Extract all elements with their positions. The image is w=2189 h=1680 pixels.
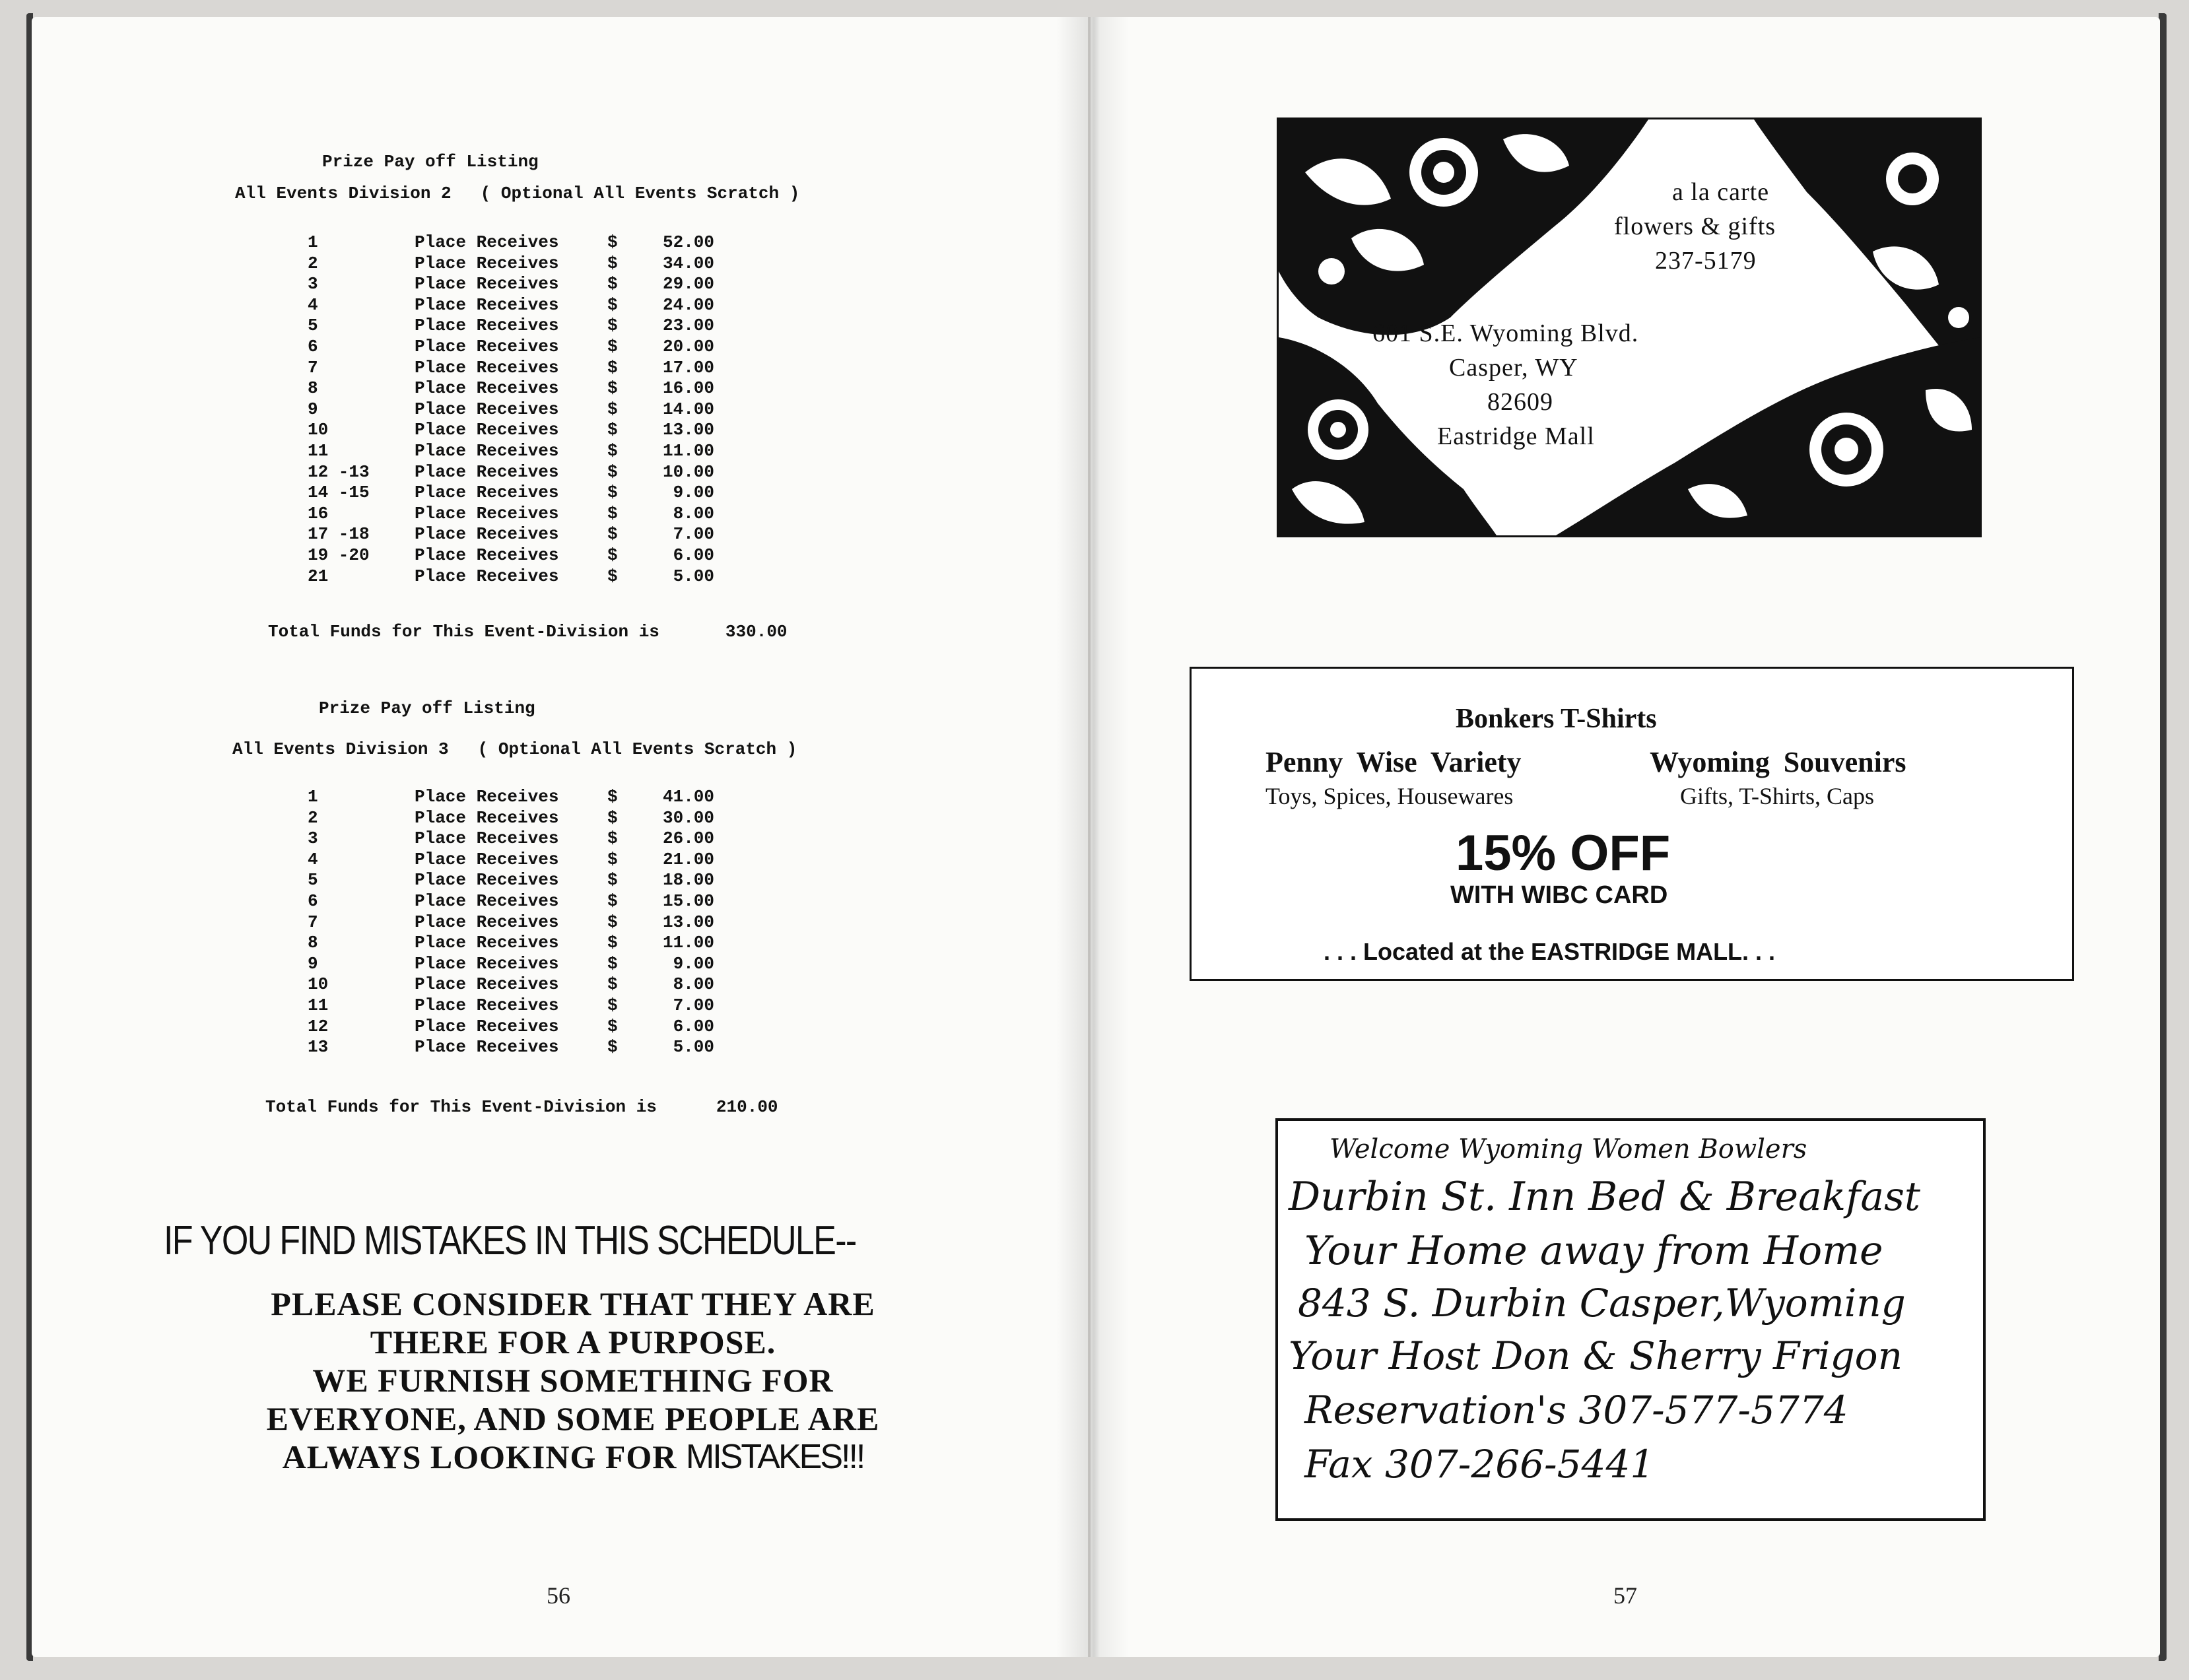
prize-row xyxy=(308,850,714,871)
prize-amount: 9.00 xyxy=(673,953,714,974)
prize-label: Place Receives xyxy=(415,995,559,1015)
prize-amount: 24.00 xyxy=(662,294,714,315)
prize-dollar-sign: $ xyxy=(607,524,618,545)
prize-amount: 21.00 xyxy=(662,849,714,869)
prize-row xyxy=(308,441,714,462)
prize-place: 10 xyxy=(308,974,329,995)
prize-place: 1 xyxy=(308,232,318,252)
prize-label: Place Receives xyxy=(415,974,559,995)
prize-row xyxy=(308,828,714,850)
prize-label: Place Receives xyxy=(415,316,559,336)
prize-row xyxy=(308,420,714,441)
prize-amount: 10.00 xyxy=(662,461,714,482)
notice-line: WE FURNISH SOMETHING FOR xyxy=(312,1362,834,1399)
prize-place: 14 -15 xyxy=(308,483,370,503)
prize-amount: 14.00 xyxy=(662,399,714,419)
list2-total-label: Total Funds for This Event-Division is xyxy=(265,1097,657,1117)
notice-line: PLEASE CONSIDER THAT THEY ARE xyxy=(271,1285,875,1322)
durbin-address: 843 S. Durbin Casper,Wyoming xyxy=(1298,1281,1906,1326)
list1-title: Prize Pay off Listing xyxy=(322,152,539,172)
prize-amount: 23.00 xyxy=(662,316,714,336)
flowers-name-line1: a la carte xyxy=(1672,178,1770,206)
prize-dollar-sign: $ xyxy=(607,1016,618,1036)
prize-label: Place Receives xyxy=(415,524,559,545)
prize-dollar-sign: $ xyxy=(607,336,618,356)
prize-place: 19 -20 xyxy=(308,545,370,565)
list1-rows xyxy=(308,232,714,587)
prize-amount: 26.00 xyxy=(662,828,714,849)
prize-amount: 13.00 xyxy=(662,912,714,932)
prize-place: 7 xyxy=(308,912,318,932)
prize-dollar-sign: $ xyxy=(607,953,618,974)
penny-wise-items: Toys, Spices, Housewares xyxy=(1265,783,1514,809)
prize-place: 9 xyxy=(308,399,318,419)
prize-amount: 5.00 xyxy=(673,566,714,586)
prize-dollar-sign: $ xyxy=(607,828,618,849)
list1-division xyxy=(235,184,799,203)
prize-label: Place Receives xyxy=(415,933,559,953)
prize-label: Place Receives xyxy=(415,1037,559,1058)
prize-row xyxy=(308,808,714,829)
prize-label: Place Receives xyxy=(415,566,559,586)
prize-place: 2 xyxy=(308,807,318,828)
prize-label: Place Receives xyxy=(415,483,559,503)
prize-dollar-sign: $ xyxy=(607,274,618,294)
prize-dollar-sign: $ xyxy=(607,357,618,378)
prize-place: 10 xyxy=(308,420,329,440)
list1-total-amount: 330.00 xyxy=(725,622,788,642)
wyoming-souvenirs-title: Wyoming Souvenirs xyxy=(1650,746,1906,778)
list2-division-label: All Events Division 3 xyxy=(232,739,449,759)
prize-label: Place Receives xyxy=(415,232,559,252)
prize-amount: 29.00 xyxy=(662,274,714,294)
prize-label: Place Receives xyxy=(415,378,559,399)
prize-amount: 15.00 xyxy=(662,890,714,911)
prize-amount: 52.00 xyxy=(662,232,714,252)
prize-place: 17 -18 xyxy=(308,524,370,545)
prize-label: Place Receives xyxy=(415,870,559,890)
flowers-zip: 82609 xyxy=(1487,388,1553,416)
list1-note: ( Optional All Events Scratch ) xyxy=(480,184,800,203)
prize-label: Place Receives xyxy=(415,828,559,849)
prize-amount: 7.00 xyxy=(673,524,714,545)
prize-amount: 8.00 xyxy=(673,974,714,995)
left-page xyxy=(32,17,1088,1657)
prize-place: 4 xyxy=(308,294,318,315)
prize-amount: 30.00 xyxy=(662,807,714,828)
list2-title: Prize Pay off Listing xyxy=(319,698,535,718)
penny-wise-title: Penny Wise Variety xyxy=(1265,746,1522,778)
prize-place: 2 xyxy=(308,253,318,273)
prize-amount: 18.00 xyxy=(662,870,714,890)
prize-label: Place Receives xyxy=(415,440,559,461)
prize-row xyxy=(308,504,714,525)
prize-label: Place Receives xyxy=(415,294,559,315)
prize-row xyxy=(308,974,714,995)
prize-label: Place Receives xyxy=(415,807,559,828)
prize-row xyxy=(308,232,714,253)
discount-note: WITH WIBC CARD xyxy=(1450,881,1668,909)
prize-dollar-sign: $ xyxy=(607,545,618,565)
prize-dollar-sign: $ xyxy=(607,890,618,911)
prize-place: 16 xyxy=(308,503,329,523)
prize-amount: 11.00 xyxy=(662,440,714,461)
discount-headline: 15% OFF xyxy=(1456,825,1671,881)
durbin-fax: Fax 307-266-5441 xyxy=(1304,1442,1655,1487)
prize-label: Place Receives xyxy=(415,461,559,482)
prize-row xyxy=(308,995,714,1017)
list1-total-label: Total Funds for This Event-Division is xyxy=(268,622,659,642)
durbin-inn-ad xyxy=(1275,1118,1986,1521)
durbin-hosts: Your Host Don & Sherry Frigon xyxy=(1289,1333,1903,1378)
prize-place: 5 xyxy=(308,316,318,336)
flowers-address2: Casper, WY xyxy=(1449,354,1578,382)
prize-place: 8 xyxy=(308,378,318,399)
list2-total-amount: 210.00 xyxy=(716,1097,778,1117)
prize-dollar-sign: $ xyxy=(607,787,618,807)
bonkers-location: . . . Located at the EASTRIDGE MALL. . . xyxy=(1324,938,1776,965)
notice-line-last xyxy=(131,1438,1015,1476)
prize-dollar-sign: $ xyxy=(607,933,618,953)
prize-amount: 8.00 xyxy=(673,503,714,523)
prize-place: 6 xyxy=(308,336,318,356)
prize-row xyxy=(308,253,714,275)
prize-place: 5 xyxy=(308,870,318,890)
prize-place: 11 xyxy=(308,995,329,1015)
prize-amount: 11.00 xyxy=(662,933,714,953)
flowers-location: Eastridge Mall xyxy=(1437,422,1595,450)
prize-label: Place Receives xyxy=(415,787,559,807)
prize-dollar-sign: $ xyxy=(607,870,618,890)
bonkers-tshirts-ad xyxy=(1190,667,2074,981)
prize-dollar-sign: $ xyxy=(607,461,618,482)
prize-dollar-sign: $ xyxy=(607,316,618,336)
right-page xyxy=(1091,17,2160,1657)
prize-row xyxy=(308,274,714,295)
prize-dollar-sign: $ xyxy=(607,566,618,586)
prize-dollar-sign: $ xyxy=(607,912,618,932)
notice-last-prefix: ALWAYS LOOKING FOR xyxy=(282,1438,677,1475)
prize-dollar-sign: $ xyxy=(607,440,618,461)
prize-row xyxy=(308,787,714,808)
prize-dollar-sign: $ xyxy=(607,378,618,399)
prize-row xyxy=(308,954,714,975)
prize-amount: 16.00 xyxy=(662,378,714,399)
prize-place: 12 xyxy=(308,1016,329,1036)
prize-row xyxy=(308,933,714,954)
prize-label: Place Receives xyxy=(415,545,559,565)
prize-amount: 6.00 xyxy=(673,545,714,565)
list2-total xyxy=(265,1097,778,1117)
bonkers-title: Bonkers T-Shirts xyxy=(1456,704,1657,734)
durbin-welcome: Welcome Wyoming Women Bowlers xyxy=(1330,1134,1807,1164)
prize-dollar-sign: $ xyxy=(607,503,618,523)
prize-place: 6 xyxy=(308,890,318,911)
notice-line: THERE FOR A PURPOSE. xyxy=(370,1324,776,1361)
prize-row xyxy=(308,399,714,420)
prize-label: Place Receives xyxy=(415,953,559,974)
prize-label: Place Receives xyxy=(415,357,559,378)
prize-place: 21 xyxy=(308,566,329,586)
prize-amount: 41.00 xyxy=(662,787,714,807)
prize-amount: 5.00 xyxy=(673,1037,714,1058)
flowers-name-line2: flowers & gifts xyxy=(1614,213,1776,240)
prize-amount: 13.00 xyxy=(662,420,714,440)
list1-total xyxy=(268,622,788,642)
prize-row xyxy=(308,316,714,337)
prize-place: 9 xyxy=(308,953,318,974)
prize-dollar-sign: $ xyxy=(607,1037,618,1058)
prize-row xyxy=(308,524,714,545)
prize-row xyxy=(308,483,714,504)
prize-dollar-sign: $ xyxy=(607,294,618,315)
prize-dollar-sign: $ xyxy=(607,253,618,273)
durbin-inn-name: Durbin St. Inn Bed & Breakfast xyxy=(1289,1174,1921,1220)
notice-handwritten-mistakes: MISTAKES!!! xyxy=(685,1438,864,1476)
page-number-right: 57 xyxy=(1613,1582,1637,1609)
prize-dollar-sign: $ xyxy=(607,849,618,869)
prize-amount: 17.00 xyxy=(662,357,714,378)
prize-row xyxy=(308,545,714,566)
prize-amount: 7.00 xyxy=(673,995,714,1015)
prize-dollar-sign: $ xyxy=(607,420,618,440)
prize-amount: 20.00 xyxy=(662,336,714,356)
flowers-phone: 237-5179 xyxy=(1655,247,1757,275)
prize-label: Place Receives xyxy=(415,1016,559,1036)
list2-division xyxy=(232,739,797,759)
prize-amount: 34.00 xyxy=(662,253,714,273)
prize-label: Place Receives xyxy=(415,503,559,523)
notice-line: EVERYONE, AND SOME PEOPLE ARE xyxy=(266,1400,880,1437)
prize-label: Place Receives xyxy=(415,912,559,932)
list1-division-label: All Events Division 2 xyxy=(235,184,452,203)
prize-amount: 9.00 xyxy=(673,483,714,503)
durbin-reservations: Reservation's 307-577-5774 xyxy=(1304,1388,1848,1432)
prize-row xyxy=(308,462,714,483)
prize-label: Place Receives xyxy=(415,253,559,273)
prize-place: 7 xyxy=(308,357,318,378)
prize-row xyxy=(308,1037,714,1058)
prize-label: Place Receives xyxy=(415,890,559,911)
prize-label: Place Receives xyxy=(415,399,559,419)
prize-place: 3 xyxy=(308,274,318,294)
prize-place: 12 -13 xyxy=(308,461,370,482)
prize-dollar-sign: $ xyxy=(607,974,618,995)
prize-row xyxy=(308,295,714,316)
prize-row xyxy=(308,566,714,588)
prize-place: 11 xyxy=(308,440,329,461)
page-number-left: 56 xyxy=(547,1582,570,1609)
prize-row xyxy=(308,912,714,933)
prize-label: Place Receives xyxy=(415,420,559,440)
flowers-address1: 601 S.E. Wyoming Blvd. xyxy=(1372,319,1639,347)
prize-row xyxy=(308,870,714,891)
prize-place: 3 xyxy=(308,828,318,849)
handwritten-heading: IF YOU FIND MISTAKES IN THIS SCHEDULE-- xyxy=(164,1218,856,1263)
prize-dollar-sign: $ xyxy=(607,483,618,503)
prize-place: 4 xyxy=(308,849,318,869)
prize-row xyxy=(308,1017,714,1038)
durbin-tagline: Your Home away from Home xyxy=(1304,1228,1883,1274)
prize-dollar-sign: $ xyxy=(607,807,618,828)
prize-place: 8 xyxy=(308,933,318,953)
prize-amount: 6.00 xyxy=(673,1016,714,1036)
flowers-gifts-ad xyxy=(1277,118,1982,537)
prize-dollar-sign: $ xyxy=(607,232,618,252)
list2-rows xyxy=(308,787,714,1058)
prize-row xyxy=(308,891,714,912)
prize-label: Place Receives xyxy=(415,336,559,356)
prize-row xyxy=(308,358,714,379)
mistakes-notice xyxy=(131,1285,1015,1476)
list2-note: ( Optional All Events Scratch ) xyxy=(477,739,797,759)
prize-dollar-sign: $ xyxy=(607,995,618,1015)
prize-row xyxy=(308,378,714,399)
wyoming-souvenirs-items: Gifts, T-Shirts, Caps xyxy=(1680,783,1875,809)
prize-label: Place Receives xyxy=(415,849,559,869)
prize-row xyxy=(308,337,714,358)
prize-dollar-sign: $ xyxy=(607,399,618,419)
prize-place: 1 xyxy=(308,787,318,807)
prize-label: Place Receives xyxy=(415,274,559,294)
prize-place: 13 xyxy=(308,1037,329,1058)
